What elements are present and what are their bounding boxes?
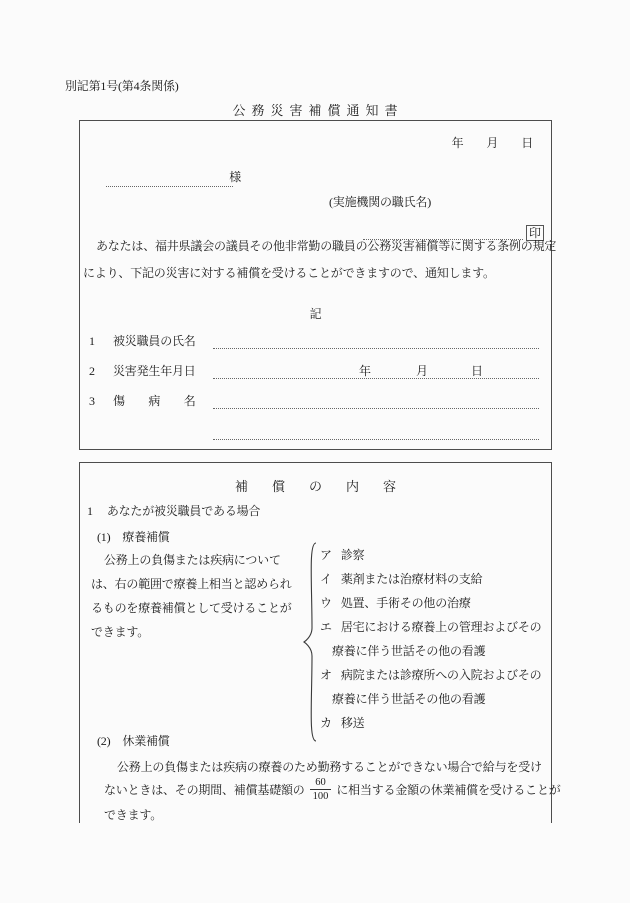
case1-number: 1 [87, 504, 93, 518]
sub1-description-line-1: 公務上の負傷または疾病について [104, 553, 281, 567]
list-item-o-continued: 療養に伴う世話その他の看護 [332, 692, 486, 706]
sub1-title: 療養補償 [122, 530, 170, 544]
field-number: 2 [89, 364, 95, 378]
sub2-heading [97, 733, 170, 749]
notice-box [79, 120, 557, 450]
item-kana: カ [320, 716, 332, 730]
notice-body-line-1: あなたは、福井県議会の議員その他非常勤の職員の公務災害補償等に関する条例の規定 [96, 239, 557, 253]
item-kana: オ [320, 668, 332, 682]
field-label: 災害発生年月日 [113, 364, 196, 378]
case1-text: あなたが被災職員である場合 [106, 504, 261, 518]
sub2-line-2-after: に相当する金額の休業補償を受けることが [336, 782, 561, 797]
item-kana: ア [320, 548, 332, 562]
compensation-heading: 補償の内容 [234, 479, 420, 494]
list-item-u [320, 595, 471, 611]
corner-note: 別記第1号(第4条関係) [65, 79, 179, 93]
sub2-line-1: 公務上の負傷または疾病の療養のため勤務することができない場合で給与を受け [117, 760, 542, 774]
list-item-o [320, 667, 541, 683]
case1-heading [87, 503, 260, 519]
sub1-heading [97, 529, 170, 545]
field-number: 3 [89, 394, 95, 408]
item-text: 処置、手術その他の治療 [340, 596, 471, 610]
field-label: 傷 病 名 [113, 394, 196, 408]
item-text: 病院または診療所への入院およびその [340, 668, 542, 682]
item-text: 居宅における療養上の管理およびその [340, 620, 542, 634]
field-fill-line [213, 362, 539, 379]
item-text: 移送 [340, 716, 365, 730]
item-text: 薬剤または治療材料の支給 [340, 572, 483, 586]
list-item-i [320, 571, 482, 587]
field-fill-line [213, 332, 539, 349]
sub2-number: (2) [97, 734, 111, 748]
overlay-day-label: 日 [471, 364, 483, 378]
field-fill-line-extra [213, 423, 539, 440]
field-label: 被災職員の氏名 [113, 334, 196, 348]
sub1-description-line-3: るものを療養補償として受けることが [91, 601, 292, 615]
addressee-fill-line [106, 168, 241, 187]
list-item-e-continued: 療養に伴う世話その他の看護 [332, 644, 486, 658]
sub1-number: (1) [97, 530, 111, 544]
seal-stamp-box: 印 [526, 225, 544, 241]
compensation-box [79, 462, 561, 823]
list-item-ka [320, 715, 364, 731]
item-text: 診察 [340, 548, 365, 562]
sub2-line-2 [104, 771, 561, 807]
grouping-brace-icon [301, 542, 317, 742]
fraction-denominator: 100 [312, 790, 329, 802]
overlay-month-label: 月 [416, 364, 428, 378]
overlay-year-label: 年 [359, 364, 371, 378]
issuer-name-label: (実施機関の職氏名) [329, 195, 431, 209]
sub2-line-2-before: ないときは、その期間、補償基礎額の [104, 782, 305, 797]
field-row-victim-name [89, 333, 539, 349]
field-number: 1 [89, 334, 95, 348]
date-day-label: 日 [521, 136, 533, 150]
document-title: 公務災害補償通知書 [232, 103, 404, 118]
sub2-line-3: できます。 [104, 808, 163, 822]
sub1-description-line-2: は、右の範囲で療養上相当と認められ [91, 577, 292, 591]
field-row-injury-name [89, 393, 539, 409]
addressee-suffix: 様 [229, 170, 241, 184]
field-row-accident-date [89, 363, 539, 379]
list-item-a [320, 547, 364, 563]
list-item-e [320, 619, 541, 635]
fraction-numerator: 60 [310, 776, 332, 790]
field-fill-line [213, 392, 539, 409]
fraction [310, 776, 332, 803]
date-year-label: 年 [451, 136, 464, 150]
item-kana: エ [320, 620, 332, 634]
notice-body [83, 233, 557, 287]
sub2-title: 休業補償 [122, 734, 170, 748]
date-month-label: 月 [486, 136, 499, 150]
sub1-description-line-4: できます。 [91, 625, 150, 639]
notice-body-line-2: により、下記の災害に対する補償を受けることができますので、通知します。 [83, 266, 495, 280]
date-line [452, 134, 533, 151]
item-kana: イ [320, 572, 332, 586]
list-heading: 記 [309, 307, 322, 321]
item-kana: ウ [320, 596, 332, 610]
